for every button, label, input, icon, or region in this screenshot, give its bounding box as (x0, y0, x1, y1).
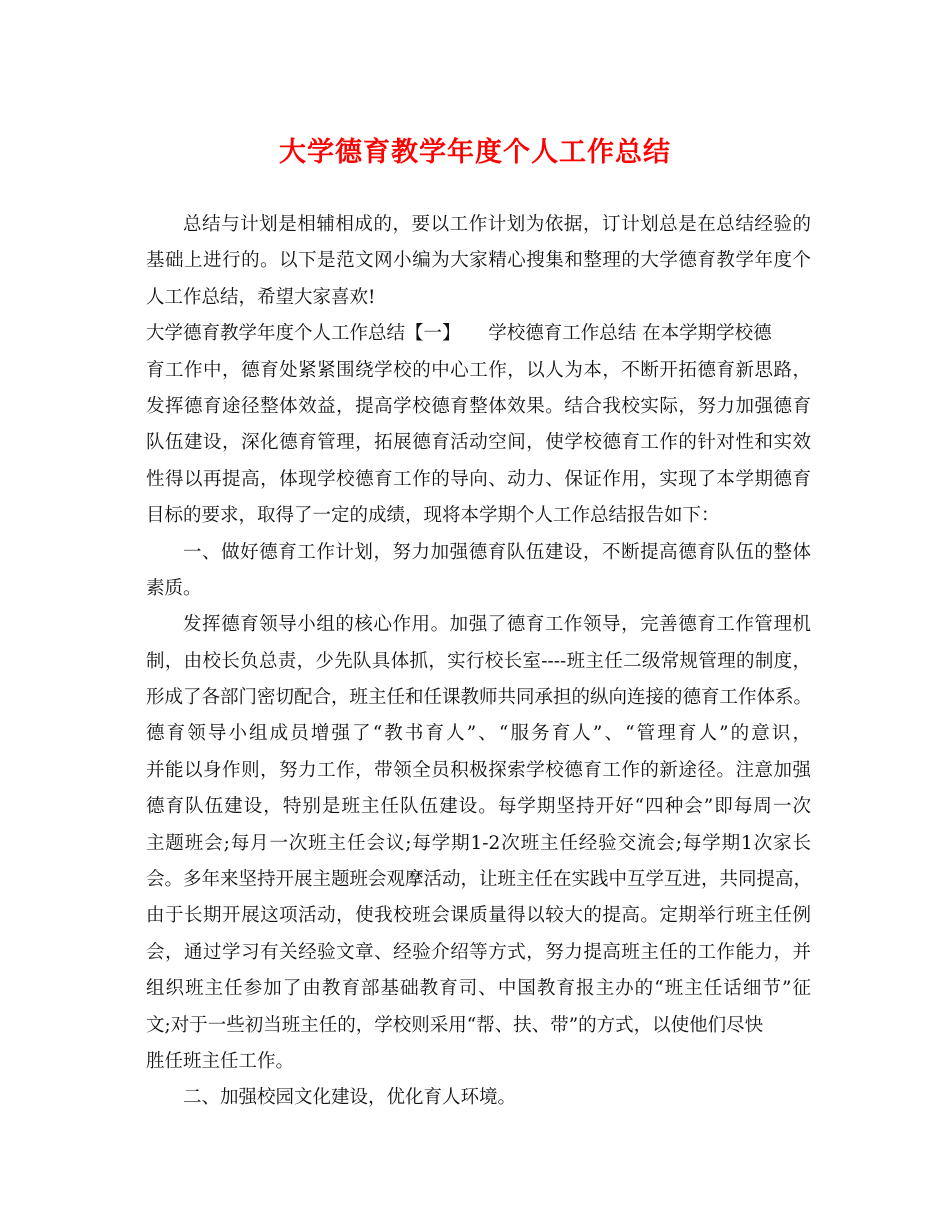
paragraph-line: 人工作总结，希望大家喜欢! (146, 286, 376, 308)
paragraph-line: 胜任班主任工作。 (146, 1050, 295, 1072)
paragraph-line: 目标的要求，取得了一定的成绩，现将本学期个人工作总结报告如下： (146, 505, 720, 527)
paragraph-line: 发挥德育途径整体效益，提高学校德育整体效果。结合我校实际，努力加强德育 (146, 395, 811, 417)
paragraph-line: 队伍建设，深化德育管理，拓展德育活动空间，使学校德育工作的针对性和实效 (146, 432, 811, 454)
paragraph-line: 制，由校长负总责，少先队具体抓，实行校长室----班主任二级常规管理的制度， (146, 650, 811, 672)
document-title: 大学德育教学年度个人工作总结 (279, 137, 671, 168)
paragraph-line: 会，通过学习有关经验文章、经验介绍等方式，努力提高班主任的工作能力，并 (146, 941, 811, 963)
paragraph-line: 主题班会;每月一次班主任会议;每学期1-2次班主任经验交流会;每学期1次家长 (146, 832, 811, 854)
paragraph-line: 德育领导小组成员增强了“教书育人”、“服务育人”、“管理育人”的意识， (146, 723, 811, 745)
paragraph-line: 一、做好德育工作计划，努力加强德育队伍建设，不断提高德育队伍的整体 (183, 541, 811, 563)
document-body (146, 207, 811, 1117)
paragraph-line: 发挥德育领导小组的核心作用。加强了德育工作领导，完善德育工作管理机 (183, 614, 811, 636)
paragraph-line: 大学德育教学年度个人工作总结【一】 学校德育工作总结 在本学期学校德 (146, 323, 772, 345)
paragraph-line: 会。多年来坚持开展主题班会观摩活动，让班主任在实践中互学互进，共同提高， (146, 869, 813, 891)
paragraph-line: 由于长期开展这项活动，使我校班会课质量得以较大的提高。定期举行班主任例 (146, 905, 811, 927)
paragraph-line: 形成了各部门密切配合，班主任和任课教师共同承担的纵向连接的德育工作体系。 (146, 687, 813, 709)
paragraph-line: 总结与计划是相辅相成的，要以工作计划为依据，订计划总是在总结经验的 (183, 214, 811, 235)
paragraph-line: 二、加强校园文化建设，优化育人环境。 (183, 1087, 517, 1109)
paragraph-line: 素质。 (146, 577, 202, 599)
paragraph-line: 并能以身作则，努力工作，带领全员积极探索学校德育工作的新途径。注意加强 (146, 759, 811, 781)
paragraph-line: 组织班主任参加了由教育部基础教育司、中国教育报主办的“班主任话细节”征 (146, 978, 811, 1000)
paragraph-line: 德育队伍建设，特别是班主任队伍建设。每学期坚持开好“四种会”即每周一次 (146, 796, 811, 818)
paragraph-line: 基础上进行的。以下是范文网小编为大家精心搜集和整理的大学德育教学年度个 (146, 250, 811, 272)
paragraph-line: 文;对于一些初当班主任的，学校则采用“帮、扶、带”的方式，以使他们尽快 (146, 1014, 764, 1036)
paragraph-line: 性得以再提高，体现学校德育工作的导向、动力、保证作用，实现了本学期德育 (146, 468, 811, 490)
paragraph-line: 育工作中，德育处紧紧围绕学校的中心工作，以人为本，不断开拓德育新思路， (146, 359, 811, 381)
